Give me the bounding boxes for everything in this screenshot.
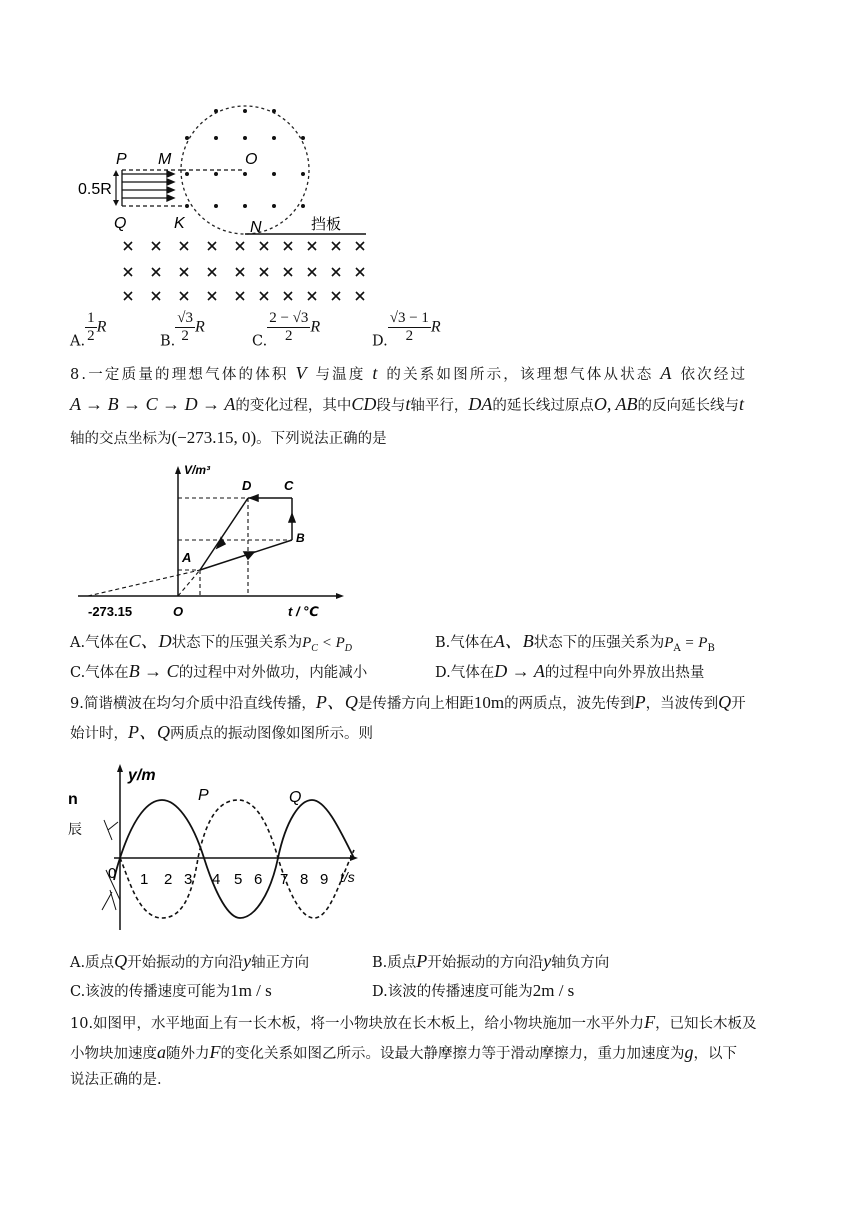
point-label-D: D [242, 478, 252, 493]
svg-text:1: 1 [140, 871, 149, 888]
label-baffle: 挡板 [311, 216, 342, 233]
particle-beam-arrows [122, 171, 174, 201]
q8-line-1: 8.一定质量的理想气体的体积 V 与温度 t 的关系如图所示，该理想气体从状态 A 依次经过 [70, 363, 748, 383]
edge-text-2: 辰 [68, 821, 82, 837]
svg-text:7: 7 [280, 871, 289, 888]
tick-labels [108, 865, 328, 888]
svg-text:4: 4 [212, 871, 221, 888]
label-Q: Q [114, 215, 127, 232]
q9-option-d: D.该波的传播速度可能为2m / s [372, 981, 575, 1000]
point-label-B: B [296, 531, 305, 545]
point-label-A: A [182, 550, 192, 565]
q8-option-a: A.气体在C、D状态下的压强关系为$P_C < P_D$ [70, 631, 352, 654]
q8-line-2: A → B → C → D → A的变化过程，其中CD段与t轴平行，DA的延长线过原点O, AB的反向延长线与t [70, 394, 745, 414]
label-K: K [174, 215, 185, 232]
q7-option-b: B. $\frac{√3}{2}$ R [160, 310, 205, 350]
svg-text:6: 6 [254, 871, 263, 888]
label-0.5R: 0.5R [78, 181, 112, 198]
label-O: O [245, 151, 258, 168]
label-M: M [158, 151, 172, 168]
q9-vibration-graph [64, 760, 364, 940]
q8-option-b: B.气体在A、B状态下的压强关系为$P_A = P_B$ [435, 631, 715, 654]
point-label-C: C [284, 478, 294, 493]
label-N: N [250, 219, 262, 236]
axis-label-t: t / ℃ [288, 604, 319, 619]
edge-text: n [68, 791, 78, 808]
q10-line-3: 说法正确的是. [70, 1072, 162, 1088]
q9-option-b: B.质点P开始振动的方向沿y轴负方向 [372, 951, 610, 971]
svg-text:9: 9 [320, 871, 329, 888]
p-vibration-curve [120, 800, 354, 918]
curve-label-Q: Q [289, 789, 302, 806]
svg-text:0: 0 [108, 865, 117, 882]
q9-line-2: 始计时，P、Q两质点的振动图像如图所示。则 [70, 722, 373, 742]
q7-option-c: C. $\frac{2 - √3}{2}$ R [252, 310, 321, 350]
neg-temp-label: -273.15 [88, 604, 133, 619]
svg-text:8: 8 [300, 871, 309, 888]
axis-label-v: V/m³ [184, 463, 211, 477]
q7-option-d: D. $\frac{√3 - 1}{2}$ R [372, 310, 441, 350]
svg-text:5: 5 [234, 871, 243, 888]
q9-option-a: A.质点Q开始振动的方向沿y轴正方向 [70, 951, 310, 971]
q9-line-1: 9.简谐横波在均匀介质中沿直线传播，P、Q是传播方向上相距10m的两质点，波先传到P，当波传到Q开 [70, 692, 746, 712]
label-P: P [116, 151, 127, 168]
q-vibration-curve [114, 800, 354, 918]
q8-vt-graph [78, 462, 348, 624]
q7-figure [70, 98, 380, 304]
curve-label-P: P [198, 787, 209, 804]
svg-text:3: 3 [184, 871, 193, 888]
axis-label-t: t/s [340, 869, 355, 885]
q8-line-3: 轴的交点坐标为(−273.15, 0)。下列说法正确的是 [70, 428, 387, 447]
q9-option-c: C.该波的传播速度可能为1m / s [70, 981, 272, 1000]
origin-label: O [173, 604, 184, 619]
svg-text:2: 2 [164, 871, 173, 888]
q10-line-1: 10.如图甲，水平地面上有一长木板，将一小物块放在长木板上，给小物块施加一水平外力F，已知长木板及 [70, 1012, 757, 1032]
q10-line-2: 小物块加速度a随外力F的变化关系如图乙所示。设最大静摩擦力等于滑动摩擦力，重力加速度为g，以下 [70, 1042, 737, 1062]
q8-option-c: C.气体在B → C的过程中对外做功，内能减小 [70, 661, 368, 681]
q7-option-a: A. $\frac{1}{2}$ R [70, 310, 107, 350]
axis-label-y: y/m [128, 767, 156, 784]
field-cross-marks [124, 242, 364, 300]
q8-option-d: D.气体在D → A的过程中向外界放出热量 [435, 661, 705, 681]
